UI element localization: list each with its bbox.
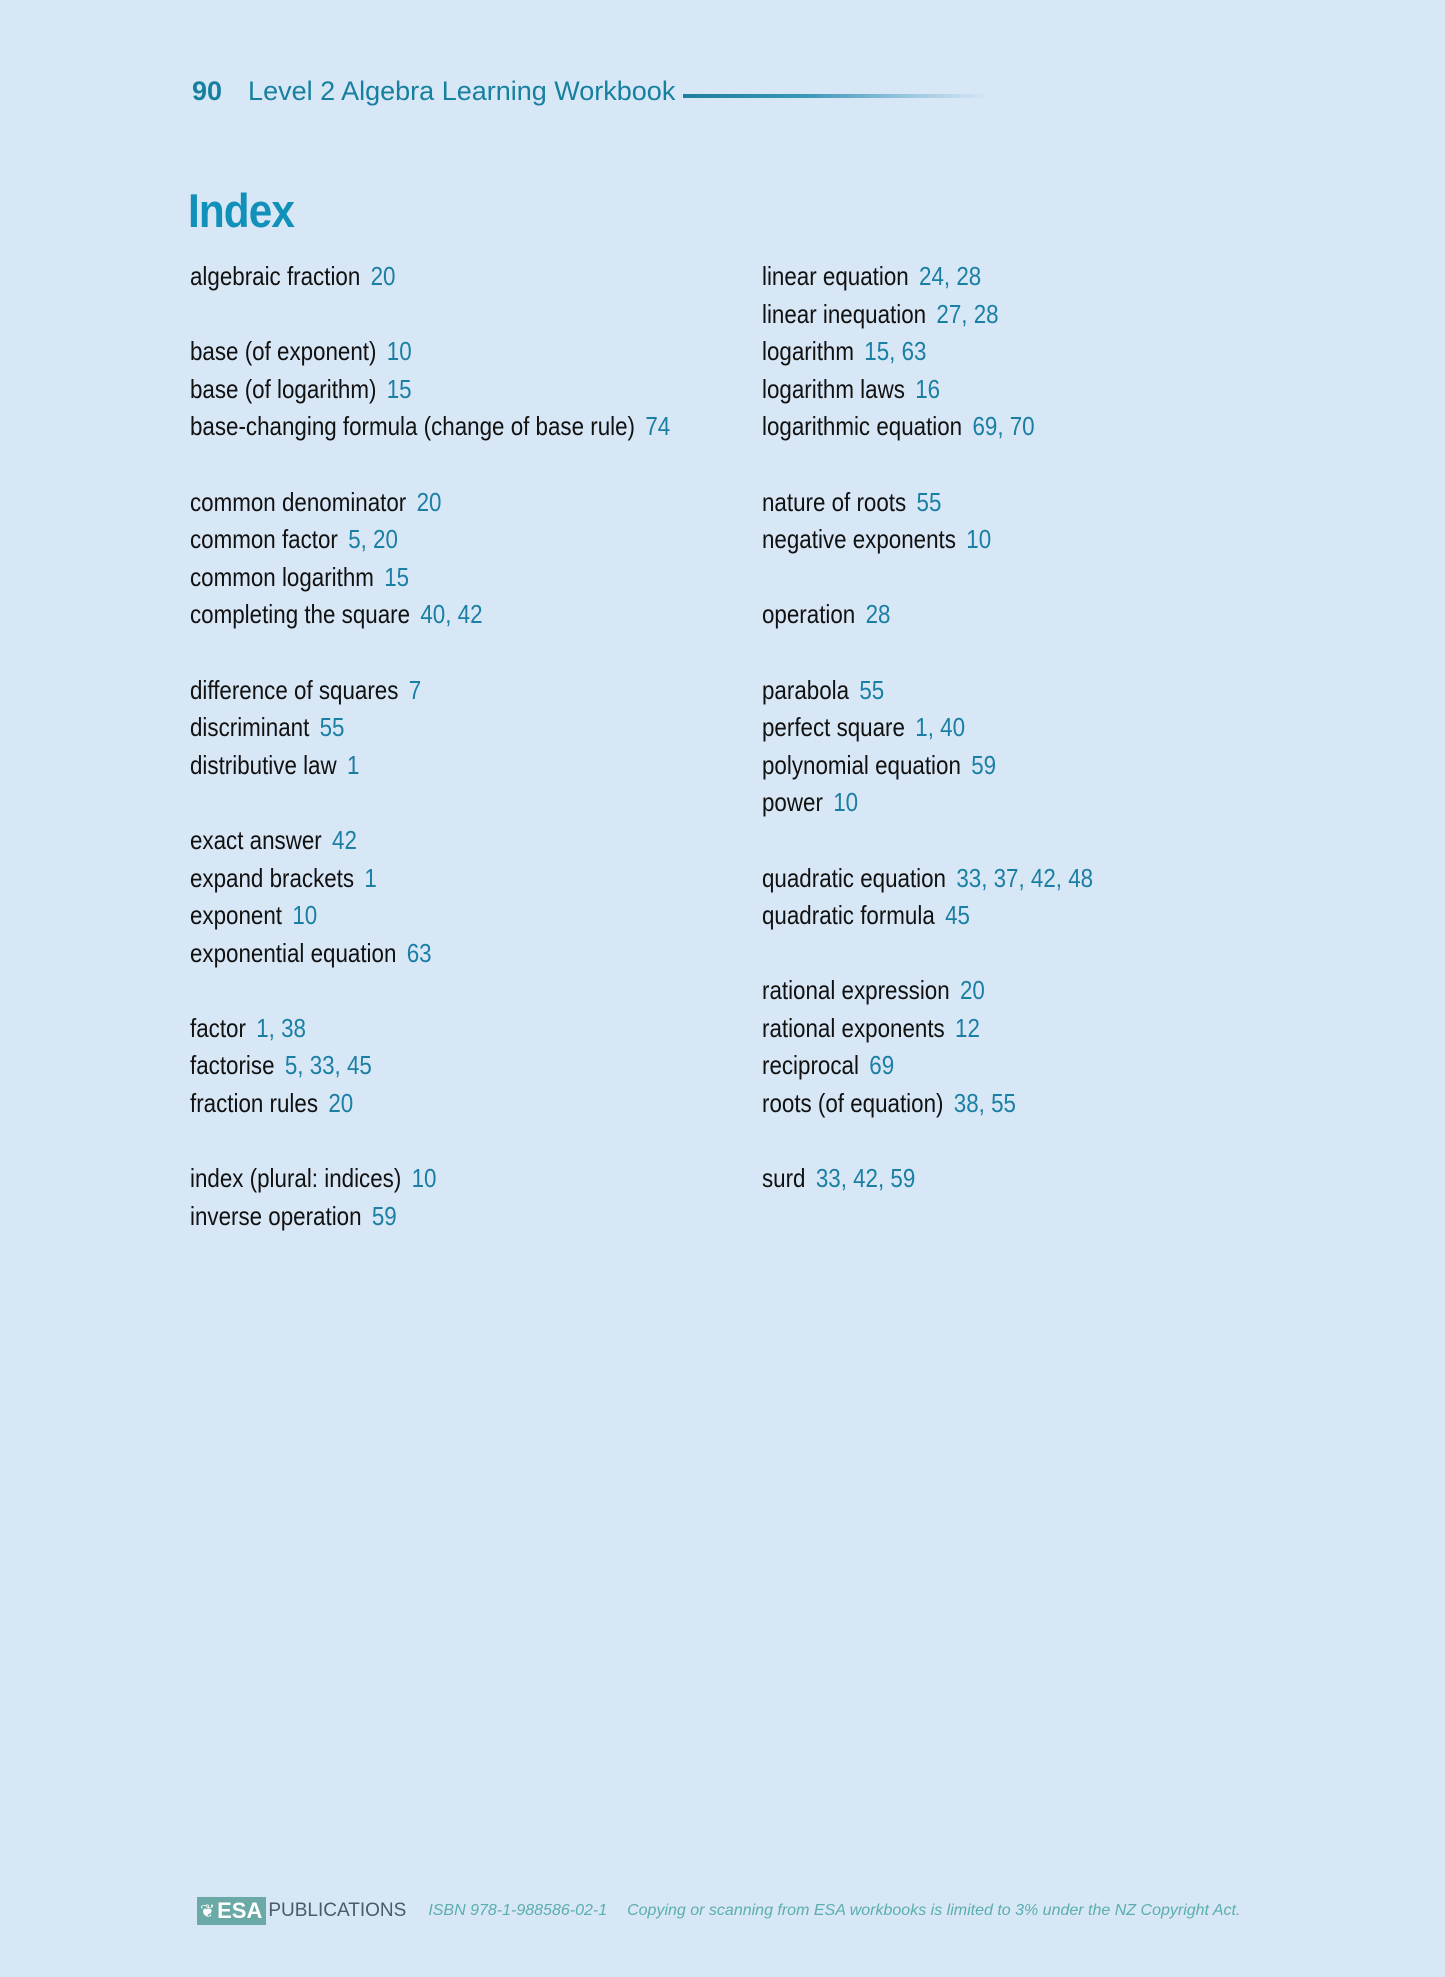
index-term: common denominator	[190, 486, 407, 517]
page-references: 63	[406, 937, 432, 968]
book-title: Level 2 Algebra Learning Workbook	[248, 76, 676, 106]
page-references: 20	[416, 486, 442, 517]
page-references: 5, 33, 45	[284, 1050, 372, 1081]
page-references: 15, 63	[864, 336, 927, 367]
footer	[197, 1897, 1240, 1925]
index-term: completing the square	[190, 599, 411, 630]
index-term: parabola	[762, 674, 850, 705]
index-term: reciprocal	[762, 1050, 859, 1081]
index-entry	[190, 559, 670, 597]
index-term: exponent	[190, 900, 283, 931]
isbn: ISBN 978-1-988586-02-1	[428, 1902, 608, 1919]
index-term: index (plural: indices)	[190, 1163, 402, 1194]
index-term: logarithm laws	[762, 373, 905, 404]
index-entry	[762, 784, 1093, 822]
header-rule	[683, 94, 989, 98]
index-group	[762, 972, 1147, 1122]
page-references: 15	[384, 561, 410, 592]
page-references: 20	[328, 1088, 354, 1119]
page-number: 90	[192, 76, 223, 106]
page-references: 1	[346, 749, 360, 780]
index-entry	[762, 860, 1093, 898]
index-term: base (of logarithm)	[190, 373, 377, 404]
logo-text: PUBLICATIONS	[268, 1900, 407, 1921]
index-entry	[762, 897, 1093, 935]
page-references: 33, 37, 42, 48	[956, 862, 1094, 893]
index-term: common factor	[190, 524, 338, 555]
index-term: factorise	[190, 1050, 275, 1081]
index-entry	[190, 822, 670, 860]
index-term: distributive law	[190, 749, 337, 780]
index-entry	[762, 596, 1093, 634]
index-group	[190, 1160, 748, 1235]
index-entry	[762, 1047, 1093, 1085]
index-entry	[762, 333, 1093, 371]
index-entry	[190, 1198, 670, 1236]
index-term: negative exponents	[762, 524, 956, 555]
page-references: 69	[869, 1050, 895, 1081]
index-term: inverse operation	[190, 1200, 362, 1231]
index-term: operation	[762, 599, 856, 630]
index-entry	[190, 1085, 670, 1123]
copyright-notice: Copying or scanning from ESA workbooks is limited to 3% under the NZ Copyright Act.	[627, 1902, 1241, 1919]
index-entry	[190, 1160, 670, 1198]
page-references: 16	[915, 373, 941, 404]
index-group	[190, 333, 748, 446]
index-entry	[190, 709, 670, 747]
page-references: 42	[332, 824, 357, 855]
index-term: base-changing formula (change of base rule)	[190, 411, 635, 442]
index-entry	[190, 935, 670, 973]
index-entry	[762, 672, 1093, 710]
page-references: 74	[645, 411, 671, 442]
page-references: 10	[833, 787, 859, 818]
index-entry	[190, 333, 670, 371]
page-references: 15	[386, 373, 412, 404]
index-term: rational exponents	[762, 1012, 945, 1043]
index-term: logarithmic equation	[762, 411, 963, 442]
index-entry	[762, 258, 1093, 296]
index-term: algebraic fraction	[190, 261, 361, 291]
index-entry	[190, 1047, 670, 1085]
index-term: linear equation	[762, 261, 909, 291]
index-entry	[190, 747, 670, 785]
page-references: 33, 42, 59	[815, 1163, 916, 1194]
page-references: 28	[865, 599, 891, 630]
index-entry	[762, 521, 1093, 559]
leaf-icon: ❦	[200, 1900, 216, 1921]
page-references: 10	[292, 900, 318, 931]
index-entry	[762, 296, 1093, 334]
index-term: exponential equation	[190, 937, 397, 968]
page-references: 10	[411, 1163, 437, 1194]
page-references: 10	[966, 524, 992, 555]
page-references: 55	[859, 674, 885, 705]
page-references: 10	[386, 336, 412, 367]
page-references: 45	[945, 900, 970, 931]
index-group	[762, 596, 1147, 634]
page-references: 55	[319, 712, 345, 743]
page-references: 38, 55	[953, 1088, 1016, 1119]
index-entry	[762, 709, 1093, 747]
index-group	[762, 672, 1147, 822]
index-column-left	[190, 258, 748, 1273]
page-references: 59	[971, 749, 997, 780]
index-term: base (of exponent)	[190, 336, 377, 367]
page-references: 59	[371, 1200, 397, 1231]
index-term: discriminant	[190, 712, 310, 743]
index-term: roots (of equation)	[762, 1088, 944, 1119]
index-term: quadratic equation	[762, 862, 946, 893]
index-term: expand brackets	[190, 862, 355, 893]
index-entry	[762, 1010, 1093, 1048]
index-term: common logarithm	[190, 561, 374, 592]
page-references: 27, 28	[936, 298, 999, 329]
index-entry	[762, 484, 1093, 522]
index-entry	[762, 408, 1093, 446]
running-header	[192, 76, 989, 107]
index-entry	[190, 672, 670, 710]
index-entry	[762, 1160, 1093, 1198]
index-group	[190, 672, 748, 785]
index-term: polynomial equation	[762, 749, 961, 780]
esa-logo	[197, 1897, 266, 1925]
index-entry	[762, 747, 1093, 785]
index-entry	[190, 484, 670, 522]
index-term: surd	[762, 1163, 806, 1194]
page-references: 20	[960, 975, 985, 1006]
page-references: 12	[955, 1012, 980, 1043]
page-references: 20	[370, 261, 396, 291]
page-references: 1	[364, 862, 377, 893]
index-entry	[190, 596, 670, 634]
page-references: 1, 40	[915, 712, 966, 743]
index-group	[190, 484, 748, 634]
index-entry	[190, 860, 670, 898]
page-title: Index	[188, 184, 294, 237]
page-references: 5, 20	[348, 524, 398, 555]
index-term: power	[762, 787, 823, 818]
index-entry	[190, 1010, 670, 1048]
index-term: exact answer	[190, 824, 322, 855]
page-references: 69, 70	[972, 411, 1035, 442]
index-term: fraction rules	[190, 1088, 319, 1119]
index-group	[762, 1160, 1147, 1198]
page-references: 1, 38	[256, 1012, 306, 1043]
index-column-right	[762, 258, 1147, 1235]
index-group	[762, 484, 1147, 559]
index-entry	[190, 258, 670, 296]
index-group	[190, 822, 748, 972]
index-entry	[190, 408, 670, 446]
index-term: perfect square	[762, 712, 905, 743]
index-term: factor	[190, 1012, 246, 1043]
page-references: 40, 42	[420, 599, 483, 630]
index-group	[190, 258, 748, 296]
index-term: logarithm	[762, 336, 854, 367]
index-entry	[190, 521, 670, 559]
logo-mark: ESA	[217, 1898, 263, 1923]
index-entry	[762, 972, 1093, 1010]
index-term: difference of squares	[190, 674, 399, 705]
index-term: rational expression	[762, 975, 950, 1006]
index-entry	[190, 371, 670, 409]
index-term: nature of roots	[762, 486, 907, 517]
index-term: quadratic formula	[762, 900, 935, 931]
index-group	[762, 860, 1147, 935]
index-term: linear inequation	[762, 298, 927, 329]
index-group	[190, 1010, 748, 1123]
page-references: 24, 28	[919, 261, 982, 291]
index-entry	[190, 897, 670, 935]
index-entry	[762, 1085, 1093, 1123]
index-entry	[762, 371, 1093, 409]
page-references: 7	[408, 674, 422, 705]
page-references: 55	[916, 486, 942, 517]
index-group	[762, 258, 1147, 446]
